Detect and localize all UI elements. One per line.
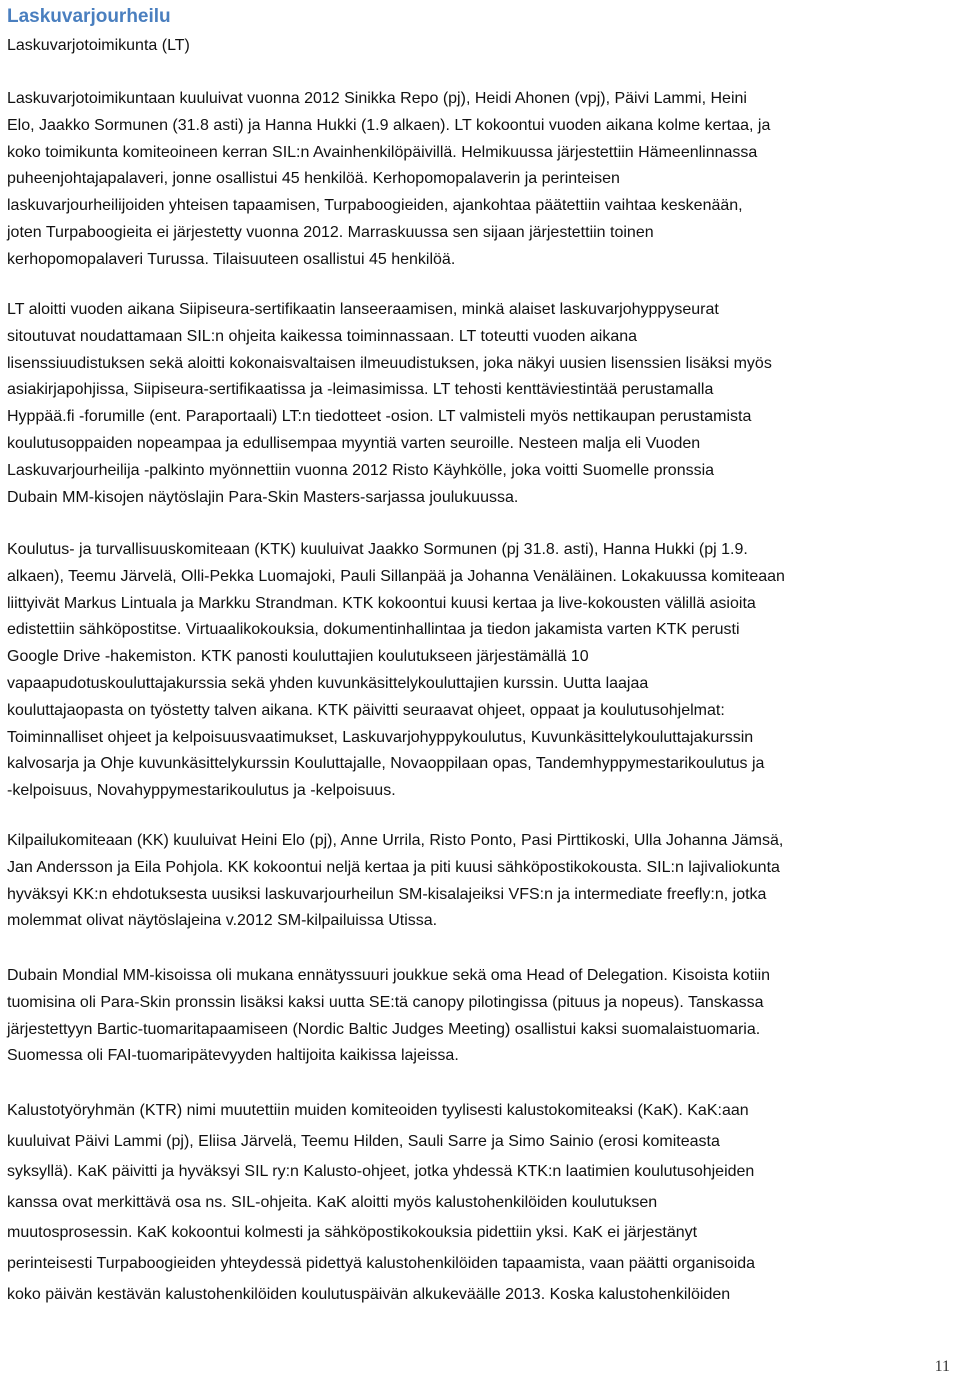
paragraph-line: sitoutuvat noudattamaan SIL:n ohjeita kaikessa toiminnassaan. LT toteutti vuoden aikana — [7, 327, 638, 345]
document-page — [7, 0, 955, 1303]
paragraph-line: Google Drive -hakemiston. KTK panosti kouluttajien koulutukseen järjestämällä 10 — [7, 648, 589, 666]
paragraph — [7, 963, 770, 1070]
paragraph-line: syksyllä). KaK päivitti ja hyväksyi SIL ry:n Kalusto-ohjeet, jotka yhdessä KTK:n laatimien koulutusohjeiden — [7, 1163, 755, 1181]
paragraph-line: kuuluivat Päivi Lammi (pj), Eliisa Järvelä, Teemu Hilden, Sauli Sarre ja Simo Sainio (erosi komiteasta — [7, 1132, 720, 1150]
paragraph-line: koko päivän kestävän kalustohenkilöiden koulutuspäivän alkukeväälle 2013. Koska kalustohenkilöiden — [7, 1285, 731, 1303]
paragraph-line: kanssa ovat merkittävä osa ns. SIL-ohjeita. KaK aloitti myös kalustohenkilöiden koulutuksen — [7, 1193, 658, 1211]
paragraph-line: Suomessa oli FAI-tuomaripätevyyden haltijoita kaikissa lajeissa. — [7, 1047, 459, 1065]
paragraph-line: liittyivät Markus Lintuala ja Markku Strandman. KTK kokoontui kuusi kertaa ja live-kokousten välillä asioita — [7, 594, 756, 612]
paragraph-line: joten Turpaboogieita ei järjestetty vuonna 2012. Marraskuussa sen sijaan järjestettiin toinen — [7, 223, 654, 241]
paragraph-line: hyväksyi KK:n ehdotuksesta uusiksi laskuvarjourheilun SM-kisalajeiksi VFS:n ja intermediate freefly:n, jotka — [7, 885, 767, 903]
paragraph-line: Dubain Mondial MM-kisoissa oli mukana ennätyssuuri joukkue sekä oma Head of Delegation. Kisoista kotiin — [7, 967, 771, 984]
paragraph-line: -kelpoisuus, Novahyppymestarikoulutus ja -kelpoisuus. — [7, 782, 396, 800]
paragraph-line: alkaen), Teemu Järvelä, Olli-Pekka Luomajoki, Pauli Sillanpää ja Johanna Venäläinen. Lokakuussa komiteaan — [7, 567, 785, 585]
page-title: Laskuvarjourheilu — [7, 6, 171, 27]
paragraph-line: Toiminnalliset ohjeet ja kelpoisuusvaatimukset, Laskuvarjohyppykoulutus, Kuvunkäsittelykouluttajakurssin — [7, 728, 754, 746]
paragraph — [7, 1096, 755, 1310]
paragraph-line: asiakirjapohjissa, Siipiseura-sertifikaatissa ja -leimasimissa. LT tehosti kenttäviestintää perustamalla — [7, 381, 714, 399]
paragraph-line: molemmat olivat näytöslajeina v.2012 SM-kilpailuissa Utissa. — [7, 912, 438, 930]
paragraph-line: perinteisesti Turpaboogieiden yhteydessä pidettyä kalustohenkilöiden tapaamista, vaan päätti organisoida — [7, 1254, 756, 1272]
paragraph-line: Kalustotyöryhmän (KTR) nimi muutettiin muiden komiteoiden tyylisesti kalustokomiteaksi (KaK). KaK:aan — [7, 1102, 749, 1119]
paragraph-line: puheenjohtajapalaveri, jonne osallistui 45 henkilöä. Kerhopomopalaverin ja perinteisen — [7, 170, 620, 188]
paragraph-line: tuomisina oli Para-Skin pronssin lisäksi kaksi uutta SE:tä canopy pilotingissa (pituus ja nopeus). Tanskassa — [7, 993, 764, 1011]
paragraph-line: lisenssiuudistuksen sekä aloitti kokonaisvaltaisen ilmeuudistuksen, joka näkyi uusien lisenssien lisäksi myös — [7, 354, 772, 372]
paragraph-line: vapaapudotuskouluttajakurssia sekä yhden kuvunkäsittelykouluttajien kurssin. Uutta laajaa — [7, 674, 649, 692]
paragraph-line: kerhopomopalaveri Turussa. Tilaisuuteen osallistui 45 henkilöä. — [7, 250, 456, 268]
paragraph-line: Elo, Jaakko Sormunen (31.8 asti) ja Hanna Hukki (1.9 alkaen). LT kokoontui vuoden aikana kolme kertaa, ja — [7, 116, 771, 134]
paragraph-line: Jan Andersson ja Eila Pohjola. KK kokoontui neljä kertaa ja piti kuusi sähköpostikokousta. SIL:n lajivaliokunta — [7, 858, 780, 876]
paragraph-line: LT aloitti vuoden aikana Siipiseura-sertifikaatin lanseeraamisen, minkä alaiset laskuvarjohyppyseurat — [7, 301, 719, 318]
paragraph-line: Dubain MM-kisojen näytöslajin Para-Skin Masters-sarjassa joulukuussa. — [7, 488, 519, 506]
paragraph-line: Laskuvarjourheilija -palkinto myönnettiin vuonna 2012 Risto Käyhkölle, joka voitti Suomelle pronssia — [7, 461, 715, 479]
section-subtitle: Laskuvarjotoimikunta (LT) — [7, 37, 190, 54]
paragraph-line: kouluttajaopasta on työstetty talven aikana. KTK päivitti seuraavat ohjeet, oppaat ja koulutusohjelmat: — [7, 701, 725, 719]
paragraph-line: koulutusoppaiden nopeampaa ja edullisempaa myyntiä varten seuroille. Nesteen malja eli Vuoden — [7, 434, 701, 452]
paragraph-line: edistettiin sähköpostitse. Virtuaalikokouksia, dokumentinhallintaa ja tiedon jakamista varten KTK perusti — [7, 621, 740, 639]
paragraph — [7, 297, 772, 511]
page-number: 11 — [934, 1358, 950, 1375]
paragraph — [7, 86, 770, 274]
paragraph-line: Hyppää.fi -forumille (ent. Paraportaali) LT:n tiedotteet -osion. LT valmisteli myös nettikaupan perustamista — [7, 408, 752, 426]
paragraph-line: Koulutus- ja turvallisuuskomiteaan (KTK) kuuluivat Jaakko Sormunen (pj 31.8. asti), Hanna Hukki (pj 1.9. — [7, 541, 748, 558]
paragraph-line: kalvosarja ja Ohje kuvunkäsittelykurssin Kouluttajalle, Novaoppilaan opas, Tandemhyppymestarikoulutus ja — [7, 755, 765, 773]
paragraph-line: laskuvarjourheilijoiden yhteisen tapaamisen, Turpaboogieiden, ajankohtaa päätettiin vaihtaa keskenään, — [7, 197, 743, 215]
paragraph-line: Kilpailukomiteaan (KK) kuuluivat Heini Elo (pj), Anne Urrila, Risto Ponto, Pasi Pirttikoski, Ulla Johanna Jämsä, — [7, 832, 784, 849]
paragraph-line: Laskuvarjotoimikuntaan kuuluivat vuonna 2012 Sinikka Repo (pj), Heidi Ahonen (vpj), Päivi Lammi, Heini — [7, 90, 747, 107]
paragraph-line: järjestettyyn Bartic-tuomaritapaamiseen (Nordic Baltic Judges Meeting) osallistui kaksi suomalaistuomaria. — [7, 1020, 761, 1038]
paragraph — [7, 537, 785, 805]
paragraph — [7, 828, 783, 935]
paragraph-line: muutosprosessin. KaK kokoontui kolmesti ja sähköpostikokouksia pidettiin yksi. KaK ei järjestänyt — [7, 1224, 698, 1242]
paragraph-line: koko toimikunta komiteoineen kerran SIL:n Avainhenkilöpäivillä. Helmikuussa järjestettiin Hämeenlinnassa — [7, 143, 758, 161]
